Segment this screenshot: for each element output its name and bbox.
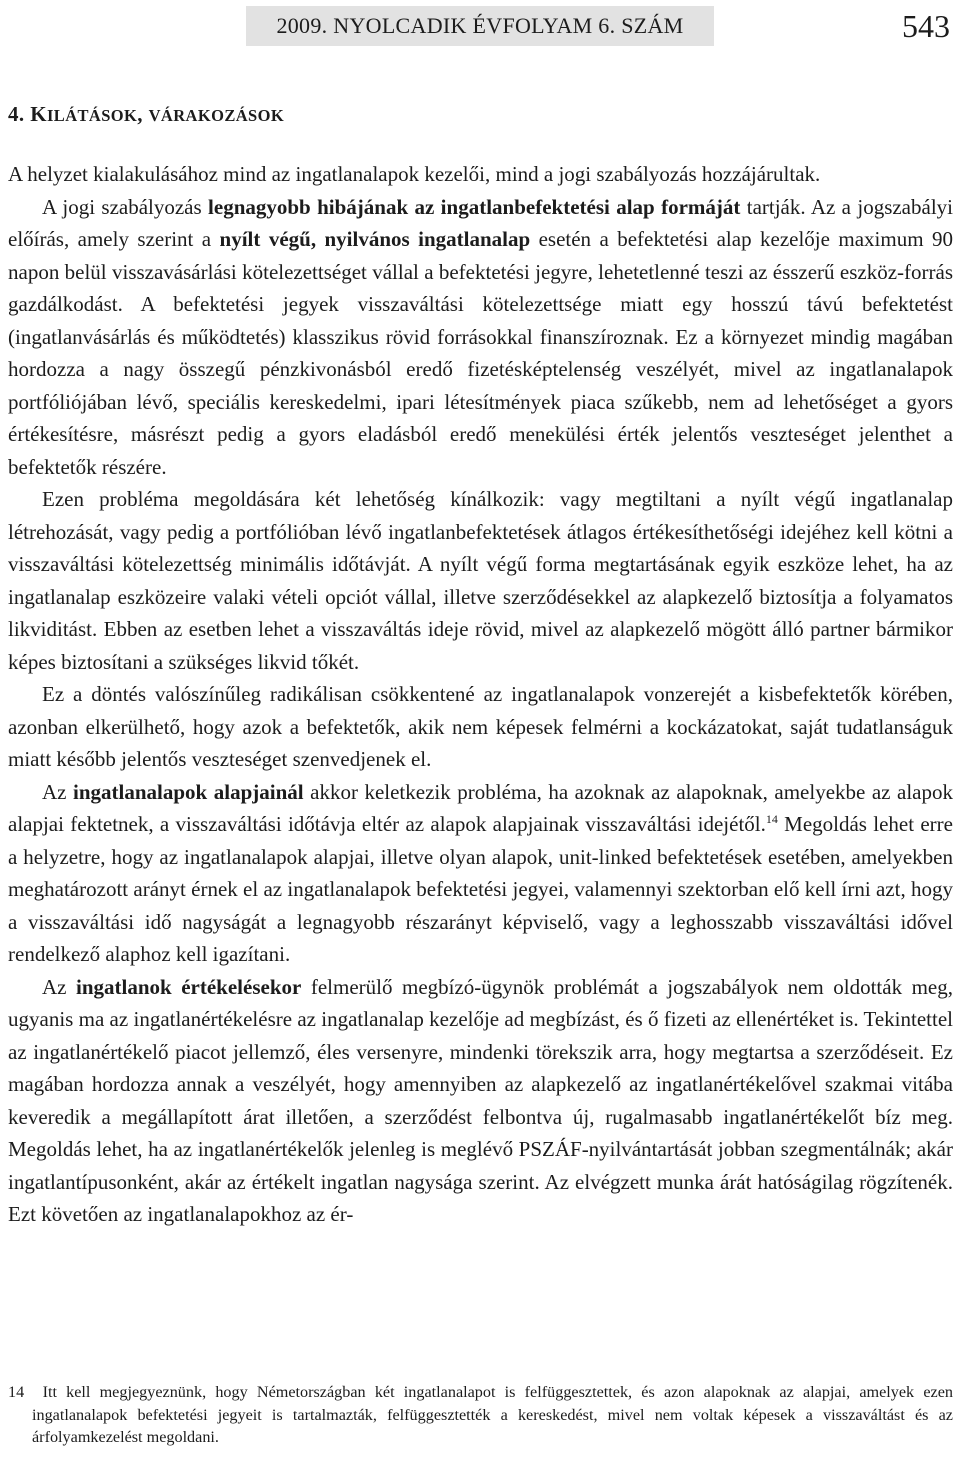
p5-text-b: akkor keletkezik probléma, ha azoknak az alapoknak, amelyekbe az alapok alapjai fektetnek, a visszaváltási időtávja eltér az alapok alapjainak visszaváltási idejétől. (8, 779, 953, 836)
p6-text-b: felmerülő megbízó-ügynök problémát a jogszabályok nem oldották meg, ugyanis ma az ingatlanértékelésre az ingatlanalap kezelője ad megbízást, és ő fizeti az ellenértéket is. Tekintettel az ingatlanértékelő piacot jellemző, éles versenyre, mindenki törekszik arra, hogy megtartsa a szerződéseit. Ez magában hordozza annak a veszélyét, hogy amennyiben az alapkezelő az ingatlanértékelővel szakmai vitába keveredik a megállapított árat illetően, a szerződést felbontva új, rugalmasabb ingatlanértékelőt bíz meg. Megoldás lehet, ha az ingatlanértékelők jelenleg is meglévő PSZÁF-nyilvántartását jobban szegmentálnák; akár ingatlantípusonként, akár az értékelt ingatlan nagysága szerint. Az elvégzett munka árát hatóságilag rögzítenék. Ezt követően az ingatlanalapokhoz az ér- (8, 974, 953, 1226)
section-heading (8, 102, 284, 127)
paragraph-3: Ezen probléma megoldására két lehetőség kínálkozik: vagy megtiltani a nyílt végű ingatlanalap létrehozását, vagy pedig a portfólióban lévő ingatlanbefektetések átlagos értékesíthetőségi idejéhez kell kötni a visszaváltási kötelezettség minimális időtávját. A nyílt végű forma megtartásának egyik eszköze lehet, ha az ingatlanalap eszközeire valaki vételi opciót vállal, illetve szerződésekkel az alapkezelő biztosítja a folyamatos likviditást. Ebben az esetben lehet a visszaváltás ideje rövid, mivel az alapkezelő mögött álló partner bármikor képes biztosítani a szükséges likvid tőkét. (8, 487, 953, 674)
paragraph-5 (8, 776, 953, 971)
p5-text-c: Megoldás lehet erre a helyzetre, hogy az ingatlanalapok alapjai, illetve olyan alapok, unit-linked befektetések esetében, amelyekben meghatározott arányt érnek el az ingatlanalapok befektetési jegyei, valamennyi szektorban elő kell írni azt, hogy a visszaváltási idő nagyságát a legnagyobb részarányt képviselő, vagy a leghosszabb visszaváltási idővel rendelkező alaphoz kell igazítani. (8, 812, 953, 966)
p2-bold-b: nyílt végű, nyilvános ingatlanalap (219, 227, 531, 251)
section-title (30, 102, 284, 126)
p2-text-a: A jogi szabályozás (42, 194, 209, 219)
p5-bold: ingatlanalapok alapjainál (73, 779, 304, 804)
footnote (8, 1381, 953, 1449)
section-title-initial: K (30, 102, 47, 126)
p6-text-a: Az (42, 974, 76, 999)
p2-text-b: tartják. Az a jogszabályi előírás, amely szerint a (8, 194, 953, 251)
section-title-sep: , (137, 102, 149, 126)
paragraph-6 (8, 971, 953, 1231)
section-title-second: VÁRAKOZÁSOK (148, 106, 285, 125)
paragraph-4: Ez a döntés valószínűleg radikálisan csökkentené az ingatlanalapok vonzerejét a kisbefektetők körében, azonban elkerülhető, hogy azok a befektetők, akik nem képesek felmérni a kockázatokat, saját tudatlanságuk miatt később jelentős veszteséget szenvedjenek el. (8, 682, 953, 771)
section-title-rest: ILÁTÁSOK (46, 106, 138, 125)
footnote-text: Itt kell megjegyeznünk, hogy Németországban két ingatlanalapot is felfüggesztettek, és azon alapoknak az alapjai, amelyek ezen ingatlanalapok befektetési jegyeit is tartalmazták, felfüggesztették a kereskedést, mivel nem voltak képesek a visszaváltást és az árfolyamkezelést megoldani. (32, 1383, 953, 1446)
paragraph-2 (8, 191, 953, 484)
section-number: 4. (8, 102, 25, 126)
body-text (8, 158, 953, 1231)
p2-bold-a: legnagyobb hibájának az ingatlanbefektetési alap formáját (208, 194, 741, 219)
running-title: 2009. NYOLCADIK ÉVFOLYAM 6. SZÁM (276, 13, 684, 38)
page-number: 543 (902, 8, 950, 44)
footnote-number: 14 (8, 1383, 25, 1401)
running-header (246, 6, 714, 46)
p2-text-c: esetén a befektetési alap kezelője maximum 90 napon belül visszavásárlási kötelezettséget vállal a befektetési jegyre, lehetetlenné teszi az ésszerű eszköz-forrás gazdálkodást. A befektetési jegyek visszaváltási kötelezettsége miatt egy hosszú távú befektetést (ingatlanvásárlás és működtetés) klasszikus rövid forrásokkal finanszíroznak. Ez a környezet mindig magában hordozza a nagy összegű pénzkivonásból eredő fizetésképtelenség veszélyét, mivel az ingatlanalapok portfóliójában lévő, speciális kereskedelmi, ipari létesítmények piaca szűkebb, nem ad lehetőséget a gyors értékesítésre, másrészt pedig a gyors eladásból eredő menekülési érték jelentős veszteséget jelenthet a befektetők részére. (8, 227, 953, 479)
p5-text-a: Az (42, 779, 74, 804)
footnote-ref: 14 (765, 812, 778, 826)
p6-bold: ingatlanok értékelésekor (76, 974, 302, 999)
paragraph-1: A helyzet kialakulásához mind az ingatlanalapok kezelői, mind a jogi szabályozás hozzájárultak. (8, 162, 821, 186)
